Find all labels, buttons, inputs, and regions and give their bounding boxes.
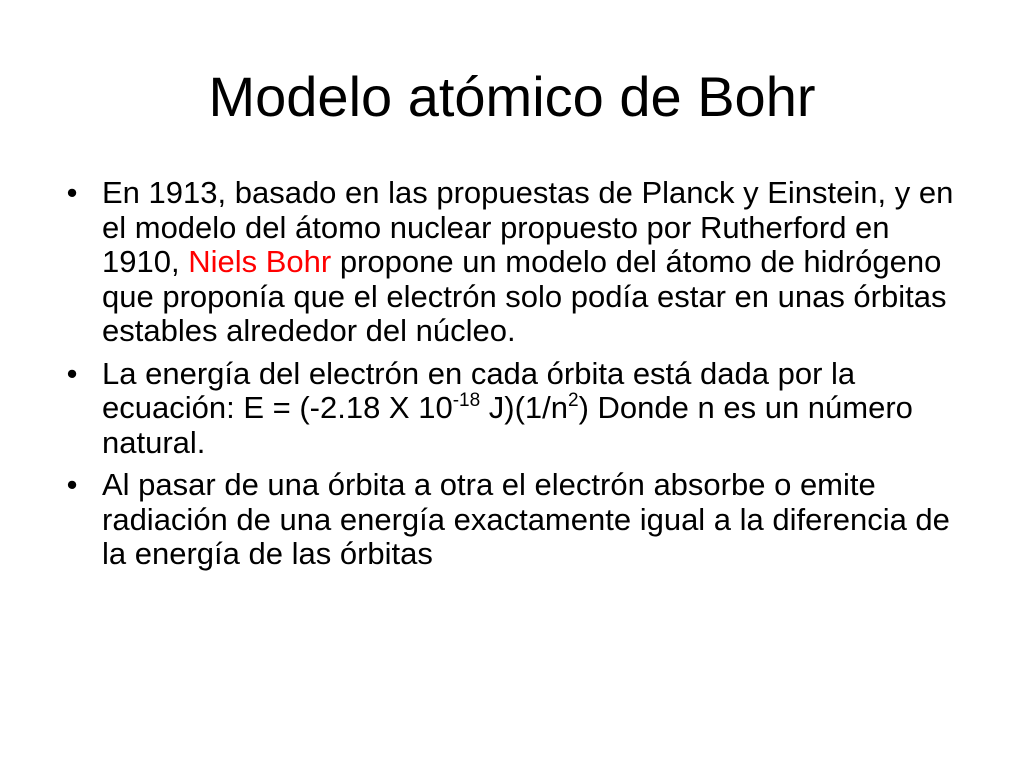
bullet-3-text: Al pasar de una órbita a otra el electrón absorbe o emite radiación de una energía exactamente igual a la diferencia de la energía de las órbitas [102, 467, 950, 571]
exponent-2: 2 [568, 390, 579, 411]
equation-text-part-2: J)(1/n [480, 390, 569, 425]
bullet-item-3 [60, 468, 970, 572]
exponent-minus-18: -18 [452, 390, 481, 411]
bullet-1-text-end: propone un modelo del átomo de hidrógeno que proponía que el electrón solo podía estar en unas órbitas estables alrededor del núcleo. [102, 244, 947, 348]
bullet-marker: • [66, 175, 78, 210]
highlighted-name: Niels Bohr [188, 244, 332, 279]
equation-text-part-1: La energía del electrón en cada órbita está dada por la ecuación: E = (-2.18 X 10 [102, 355, 856, 425]
bullet-marker: • [66, 467, 78, 502]
bullet-item-2 [60, 357, 970, 461]
slide-title: Modelo atómico de Bohr [208, 65, 816, 128]
bullet-marker: • [66, 355, 78, 391]
bullet-item-1 [60, 176, 970, 349]
bullet-list [60, 176, 970, 580]
equation-text-part-3: ) Donde n es un número natural. [102, 390, 913, 460]
bullet-1-text-start: En 1913, basado en las propuestas de Planck y Einstein, y en el modelo del átomo nuclear propuesto por Rutherford en 1910, [102, 175, 954, 279]
